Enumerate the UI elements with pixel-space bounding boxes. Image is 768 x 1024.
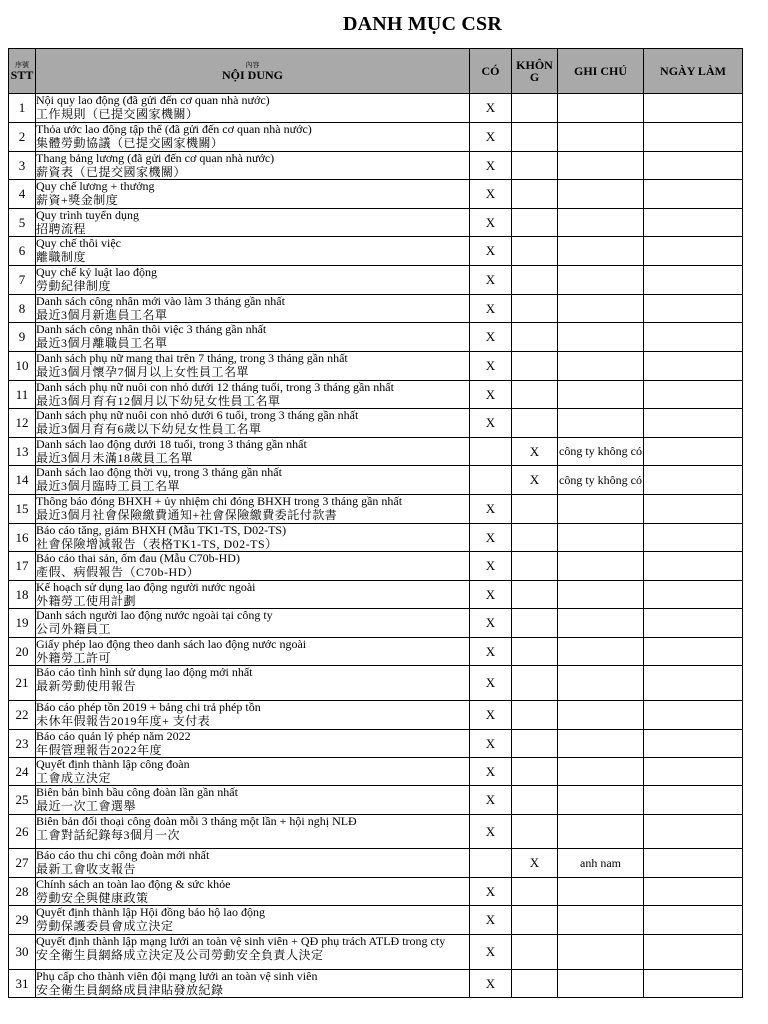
table-row	[9, 552, 743, 581]
row-content-vietnamese: Chính sách an toàn lao động & sức khỏe	[36, 878, 231, 891]
row-yes-mark: X	[470, 906, 512, 935]
row-no-mark	[512, 152, 558, 180]
row-content-chinese: 最近3個月懷孕7個月以上女性員工名單	[36, 365, 250, 379]
row-date	[644, 180, 743, 209]
row-yes-mark: X	[470, 495, 512, 524]
table-body	[9, 94, 743, 998]
table-row	[9, 906, 743, 935]
row-date	[644, 935, 743, 970]
row-note	[558, 552, 644, 581]
row-content	[36, 970, 470, 998]
row-no-mark	[512, 94, 558, 123]
header-no: KHÔN G	[512, 49, 558, 94]
row-content	[36, 409, 470, 438]
row-content	[36, 209, 470, 237]
row-yes-mark: X	[470, 237, 512, 266]
table-row	[9, 638, 743, 666]
row-yes-mark: X	[470, 323, 512, 352]
row-yes-mark: X	[470, 758, 512, 786]
table-row	[9, 970, 743, 998]
page-title: DANH MỤC CSR	[342, 13, 503, 35]
row-content-vietnamese: Danh sách lao động thời vụ, trong 3 tháng gần nhất	[36, 466, 282, 479]
row-note: công ty không có	[558, 438, 644, 466]
row-content	[36, 524, 470, 552]
row-date	[644, 409, 743, 438]
row-date	[644, 152, 743, 180]
row-note	[558, 638, 644, 666]
row-date	[644, 906, 743, 935]
row-content	[36, 935, 470, 970]
row-content-chinese: 招聘流程	[36, 222, 87, 236]
row-note	[558, 786, 644, 815]
table-row	[9, 701, 743, 730]
row-date	[644, 495, 743, 524]
row-number: 20	[9, 638, 36, 666]
row-no-mark	[512, 609, 558, 638]
row-date	[644, 209, 743, 237]
table-row	[9, 730, 743, 758]
header-note: GHI CHÚ	[558, 49, 644, 94]
row-number: 18	[9, 581, 36, 609]
row-content	[36, 609, 470, 638]
row-content-chinese: 外籍勞工使用計劃	[36, 594, 137, 608]
table-row	[9, 815, 743, 849]
header-row	[9, 49, 743, 94]
row-date	[644, 701, 743, 730]
row-content-vietnamese: Quyết định thành lập mạng lưới an toàn vệ sinh viên + QĐ phụ trách ATLĐ trong cty	[36, 935, 446, 948]
row-content	[36, 638, 470, 666]
row-content	[36, 352, 470, 381]
row-content-chinese: 外籍勞工許可	[36, 651, 112, 665]
row-date	[644, 638, 743, 666]
row-yes-mark: X	[470, 730, 512, 758]
row-note	[558, 970, 644, 998]
row-date	[644, 438, 743, 466]
table-row	[9, 609, 743, 638]
row-content	[36, 94, 470, 123]
row-no-mark	[512, 786, 558, 815]
row-note	[558, 237, 644, 266]
row-note	[558, 758, 644, 786]
row-note: anh nam	[558, 849, 644, 878]
row-content-chinese: 工作規則（已提交國家機關）	[36, 107, 199, 121]
row-yes-mark: X	[470, 935, 512, 970]
row-note	[558, 878, 644, 906]
row-number: 29	[9, 906, 36, 935]
row-yes-mark: X	[470, 295, 512, 323]
table-row	[9, 94, 743, 123]
row-number: 25	[9, 786, 36, 815]
row-content	[36, 466, 470, 495]
row-yes-mark: X	[470, 815, 512, 849]
row-content-chinese: 薪資+獎金制度	[36, 193, 119, 207]
header-content-chinese: 內容	[245, 61, 260, 69]
row-note	[558, 524, 644, 552]
row-content	[36, 701, 470, 730]
row-number: 16	[9, 524, 36, 552]
row-note	[558, 266, 644, 295]
table-row	[9, 323, 743, 352]
row-content-chinese: 公司外籍員工	[36, 622, 112, 636]
row-no-mark	[512, 352, 558, 381]
row-content-chinese: 社會保險增減報告（表格TK1-TS, D02-TS）	[36, 537, 278, 551]
row-note	[558, 906, 644, 935]
row-number: 21	[9, 666, 36, 701]
row-note	[558, 666, 644, 701]
row-no-mark: X	[512, 849, 558, 878]
row-content-chinese: 勞動紀律制度	[36, 279, 112, 293]
csr-checklist-table	[8, 48, 743, 998]
row-yes-mark	[470, 849, 512, 878]
row-content-chinese: 離職制度	[36, 250, 87, 264]
row-content-chinese: 最近3個月育有12個月以下幼兒女性員工名單	[36, 394, 281, 408]
row-date	[644, 758, 743, 786]
row-content	[36, 758, 470, 786]
row-content-chinese: 最新勞動使用報告	[36, 679, 137, 693]
row-number: 9	[9, 323, 36, 352]
row-yes-mark: X	[470, 381, 512, 409]
row-content-chinese: 最近3個月未滿18歲員工名單	[36, 451, 194, 465]
row-no-mark	[512, 906, 558, 935]
header-content-label: NỘI DUNG	[221, 68, 283, 82]
row-content-chinese: 勞動安全與健康政策	[36, 891, 149, 905]
row-content-vietnamese: Báo cáo tình hình sử dụng lao động mới nhất	[36, 666, 253, 679]
table-row	[9, 758, 743, 786]
row-no-mark	[512, 730, 558, 758]
row-content-vietnamese: Thỏa ước lao động tập thể (đã gửi đến cơ quan nhà nước)	[36, 123, 312, 136]
row-note	[558, 381, 644, 409]
row-note	[558, 730, 644, 758]
row-date	[644, 609, 743, 638]
table-row	[9, 209, 743, 237]
row-content-vietnamese: Danh sách phụ nữ nuôi con nhỏ dưới 12 tháng tuổi, trong 3 tháng gần nhất	[36, 381, 394, 394]
row-content	[36, 552, 470, 581]
header-content	[36, 49, 470, 94]
row-content	[36, 878, 470, 906]
row-no-mark	[512, 323, 558, 352]
row-date	[644, 849, 743, 878]
row-content	[36, 323, 470, 352]
row-no-mark	[512, 123, 558, 152]
table-row	[9, 237, 743, 266]
row-yes-mark: X	[470, 180, 512, 209]
row-date	[644, 786, 743, 815]
row-yes-mark: X	[470, 524, 512, 552]
row-date	[644, 323, 743, 352]
row-content	[36, 152, 470, 180]
header-stt-label: STT	[10, 68, 34, 82]
table-row	[9, 495, 743, 524]
row-number: 19	[9, 609, 36, 638]
table-row	[9, 466, 743, 495]
row-note	[558, 609, 644, 638]
row-yes-mark: X	[470, 638, 512, 666]
row-content-vietnamese: Quy chế thôi việc	[36, 237, 121, 250]
row-yes-mark: X	[470, 209, 512, 237]
row-content	[36, 730, 470, 758]
row-content	[36, 438, 470, 466]
row-yes-mark: X	[470, 409, 512, 438]
row-content-vietnamese: Danh sách phụ nữ mang thai trên 7 tháng, trong 3 tháng gần nhất	[36, 352, 348, 365]
row-note	[558, 123, 644, 152]
row-content-vietnamese: Thông báo đóng BHXH + ủy nhiệm chi đóng BHXH trong 3 tháng gần nhất	[36, 495, 403, 508]
table-row	[9, 524, 743, 552]
row-number: 12	[9, 409, 36, 438]
row-content-vietnamese: Danh sách lao động dưới 18 tuổi, trong 3 tháng gần nhất	[36, 438, 307, 451]
row-content-chinese: 產假、病假報告（C70b-HD）	[36, 565, 200, 579]
row-yes-mark: X	[470, 609, 512, 638]
row-yes-mark: X	[470, 552, 512, 581]
row-date	[644, 730, 743, 758]
row-content-vietnamese: Thang bảng lương (đã gửi đến cơ quan nhà nước)	[36, 152, 275, 165]
row-number: 23	[9, 730, 36, 758]
row-number: 24	[9, 758, 36, 786]
row-no-mark	[512, 495, 558, 524]
header-yes: CÓ	[470, 49, 512, 94]
row-note	[558, 495, 644, 524]
row-content	[36, 815, 470, 849]
row-yes-mark: X	[470, 581, 512, 609]
row-no-mark	[512, 638, 558, 666]
row-date	[644, 266, 743, 295]
row-content	[36, 906, 470, 935]
row-note	[558, 209, 644, 237]
table-row	[9, 295, 743, 323]
row-content-chinese: 最近3個月臨時工員工名單	[36, 479, 181, 493]
row-no-mark	[512, 701, 558, 730]
row-number: 28	[9, 878, 36, 906]
row-content-vietnamese: Quy chế lương + thưởng	[36, 180, 155, 193]
row-content	[36, 495, 470, 524]
table-row	[9, 849, 743, 878]
row-no-mark	[512, 552, 558, 581]
row-note	[558, 352, 644, 381]
row-content-vietnamese: Quy chế kỷ luật lao động	[36, 266, 157, 279]
row-no-mark	[512, 266, 558, 295]
row-number: 10	[9, 352, 36, 381]
row-no-mark	[512, 935, 558, 970]
table-row	[9, 381, 743, 409]
row-number: 13	[9, 438, 36, 466]
row-note	[558, 581, 644, 609]
row-no-mark	[512, 666, 558, 701]
row-note: công ty không có	[558, 466, 644, 495]
row-content-chinese: 集體勞動協議（已提交國家機關）	[36, 136, 224, 150]
row-note	[558, 935, 644, 970]
table-row	[9, 666, 743, 701]
row-content-vietnamese: Danh sách người lao động nước ngoài tại công ty	[36, 609, 273, 622]
table-row	[9, 123, 743, 152]
row-content-vietnamese: Báo cáo thu chi công đoàn mới nhất	[36, 849, 210, 862]
row-note	[558, 152, 644, 180]
row-date	[644, 878, 743, 906]
header-stt-chinese: 序號	[15, 61, 29, 69]
row-date	[644, 552, 743, 581]
row-note	[558, 409, 644, 438]
row-yes-mark: X	[470, 94, 512, 123]
row-content-vietnamese: Quy trình tuyển dụng	[36, 209, 139, 222]
row-no-mark	[512, 295, 558, 323]
row-yes-mark: X	[470, 878, 512, 906]
row-content-vietnamese: Quyết định thành lập công đoàn	[36, 758, 190, 771]
row-content-vietnamese: Báo cáo tăng, giảm BHXH (Mẫu TK1-TS, D02-TS)	[36, 524, 287, 537]
row-yes-mark: X	[470, 701, 512, 730]
row-content-chinese: 最近3個月離職員工名單	[36, 336, 168, 350]
row-number: 3	[9, 152, 36, 180]
row-note	[558, 815, 644, 849]
table-row	[9, 438, 743, 466]
table-row	[9, 180, 743, 209]
row-content-vietnamese: Biên bản đối thoại công đoàn mỗi 3 tháng một lần + hội nghị NLĐ	[36, 815, 357, 828]
row-content-vietnamese: Nội quy lao động (đã gửi đến cơ quan nhà nước)	[36, 94, 270, 107]
row-number: 11	[9, 381, 36, 409]
row-number: 31	[9, 970, 36, 998]
row-content-chinese: 工會成立決定	[36, 771, 112, 785]
row-content-vietnamese: Giấy phép lao động theo danh sách lao động nước ngoài	[36, 638, 307, 651]
row-content	[36, 295, 470, 323]
table-row	[9, 352, 743, 381]
table-row	[9, 878, 743, 906]
row-no-mark	[512, 581, 558, 609]
row-content	[36, 123, 470, 152]
row-no-mark	[512, 815, 558, 849]
header-stt	[9, 49, 36, 94]
row-yes-mark	[470, 466, 512, 495]
row-number: 14	[9, 466, 36, 495]
table-row	[9, 266, 743, 295]
row-number: 5	[9, 209, 36, 237]
row-yes-mark: X	[470, 666, 512, 701]
row-content-vietnamese: Biên bản bình bầu công đoàn lần gần nhất	[36, 786, 238, 799]
row-content	[36, 581, 470, 609]
row-date	[644, 237, 743, 266]
row-yes-mark: X	[470, 152, 512, 180]
row-content	[36, 266, 470, 295]
table-row	[9, 786, 743, 815]
row-date	[644, 815, 743, 849]
row-no-mark	[512, 878, 558, 906]
row-content-chinese: 最近3個月新進員工名單	[36, 308, 168, 322]
row-date	[644, 581, 743, 609]
row-yes-mark: X	[470, 786, 512, 815]
row-no-mark	[512, 180, 558, 209]
row-yes-mark: X	[470, 123, 512, 152]
row-no-mark	[512, 409, 558, 438]
row-content	[36, 849, 470, 878]
row-note	[558, 94, 644, 123]
row-content-vietnamese: Danh sách phụ nữ nuôi con nhỏ dưới 6 tuổi, trong 3 tháng gần nhất	[36, 409, 359, 422]
row-no-mark: X	[512, 438, 558, 466]
row-content-chinese: 最新工會收支報告	[36, 862, 137, 876]
row-date	[644, 970, 743, 998]
table-row	[9, 935, 743, 970]
row-no-mark	[512, 758, 558, 786]
row-content	[36, 666, 470, 701]
row-content-chinese: 安全衛生員網絡成立決定及公司勞動安全負責人決定	[36, 948, 324, 962]
row-note	[558, 295, 644, 323]
row-content-chinese: 最近3個月社會保險繳費通知+社會保險繳費委託付款書	[36, 508, 338, 522]
row-number: 27	[9, 849, 36, 878]
row-content-vietnamese: Báo cáo phép tồn 2019 + bảng chi trả phép tồn	[36, 701, 261, 714]
row-number: 22	[9, 701, 36, 730]
row-content-chinese: 薪資表（已提交國家機關）	[36, 165, 187, 179]
row-content-vietnamese: Báo cáo quản lý phép năm 2022	[36, 730, 191, 743]
row-content-chinese: 安全衛生員網絡成員津貼發放紀錄	[36, 983, 224, 997]
row-content	[36, 381, 470, 409]
header-date: NGÀY LÀM	[644, 49, 743, 94]
row-note	[558, 180, 644, 209]
row-no-mark	[512, 381, 558, 409]
row-number: 26	[9, 815, 36, 849]
row-number: 30	[9, 935, 36, 970]
row-date	[644, 666, 743, 701]
row-content-vietnamese: Danh sách công nhân mới vào làm 3 tháng gần nhất	[36, 295, 285, 308]
row-number: 2	[9, 123, 36, 152]
row-yes-mark	[470, 438, 512, 466]
row-number: 15	[9, 495, 36, 524]
row-content-chinese: 工會對話紀錄每3個月一次	[36, 828, 181, 842]
row-content-chinese: 最近一次工會選舉	[36, 799, 137, 813]
row-content	[36, 237, 470, 266]
row-content-vietnamese: Danh sách công nhân thôi việc 3 tháng gần nhất	[36, 323, 267, 336]
row-date	[644, 466, 743, 495]
row-date	[644, 381, 743, 409]
row-number: 8	[9, 295, 36, 323]
row-no-mark	[512, 970, 558, 998]
row-content-chinese: 勞動保護委員會成立決定	[36, 919, 174, 933]
row-content-vietnamese: Báo cáo thai sản, ốm đau (Mẫu C70b-HD)	[36, 552, 240, 565]
row-number: 4	[9, 180, 36, 209]
row-no-mark	[512, 237, 558, 266]
row-date	[644, 352, 743, 381]
row-content-vietnamese: Kế hoạch sử dụng lao động người nước ngoài	[36, 581, 256, 594]
table-row	[9, 152, 743, 180]
row-note	[558, 701, 644, 730]
row-content-vietnamese: Quyết định thành lập Hội đồng bảo hộ lao động	[36, 906, 265, 919]
row-no-mark: X	[512, 466, 558, 495]
row-date	[644, 524, 743, 552]
table-row	[9, 409, 743, 438]
row-number: 17	[9, 552, 36, 581]
row-yes-mark: X	[470, 352, 512, 381]
row-no-mark	[512, 524, 558, 552]
row-number: 7	[9, 266, 36, 295]
row-date	[644, 94, 743, 123]
row-date	[644, 295, 743, 323]
table-row	[9, 581, 743, 609]
row-content-chinese: 最近3個月育有6歲以下幼兒女性員工名單	[36, 422, 262, 436]
row-date	[644, 123, 743, 152]
row-number: 1	[9, 94, 36, 123]
row-yes-mark: X	[470, 266, 512, 295]
row-content	[36, 786, 470, 815]
row-content	[36, 180, 470, 209]
row-content-vietnamese: Phụ cấp cho thành viên đội mạng lưới an toàn vệ sinh viên	[36, 970, 318, 983]
row-no-mark	[512, 209, 558, 237]
row-content-chinese: 未休年假報告2019年度+ 支付表	[36, 714, 211, 728]
row-note	[558, 323, 644, 352]
row-content-chinese: 年假管理報告2022年度	[36, 743, 163, 757]
row-yes-mark: X	[470, 970, 512, 998]
row-number: 6	[9, 237, 36, 266]
